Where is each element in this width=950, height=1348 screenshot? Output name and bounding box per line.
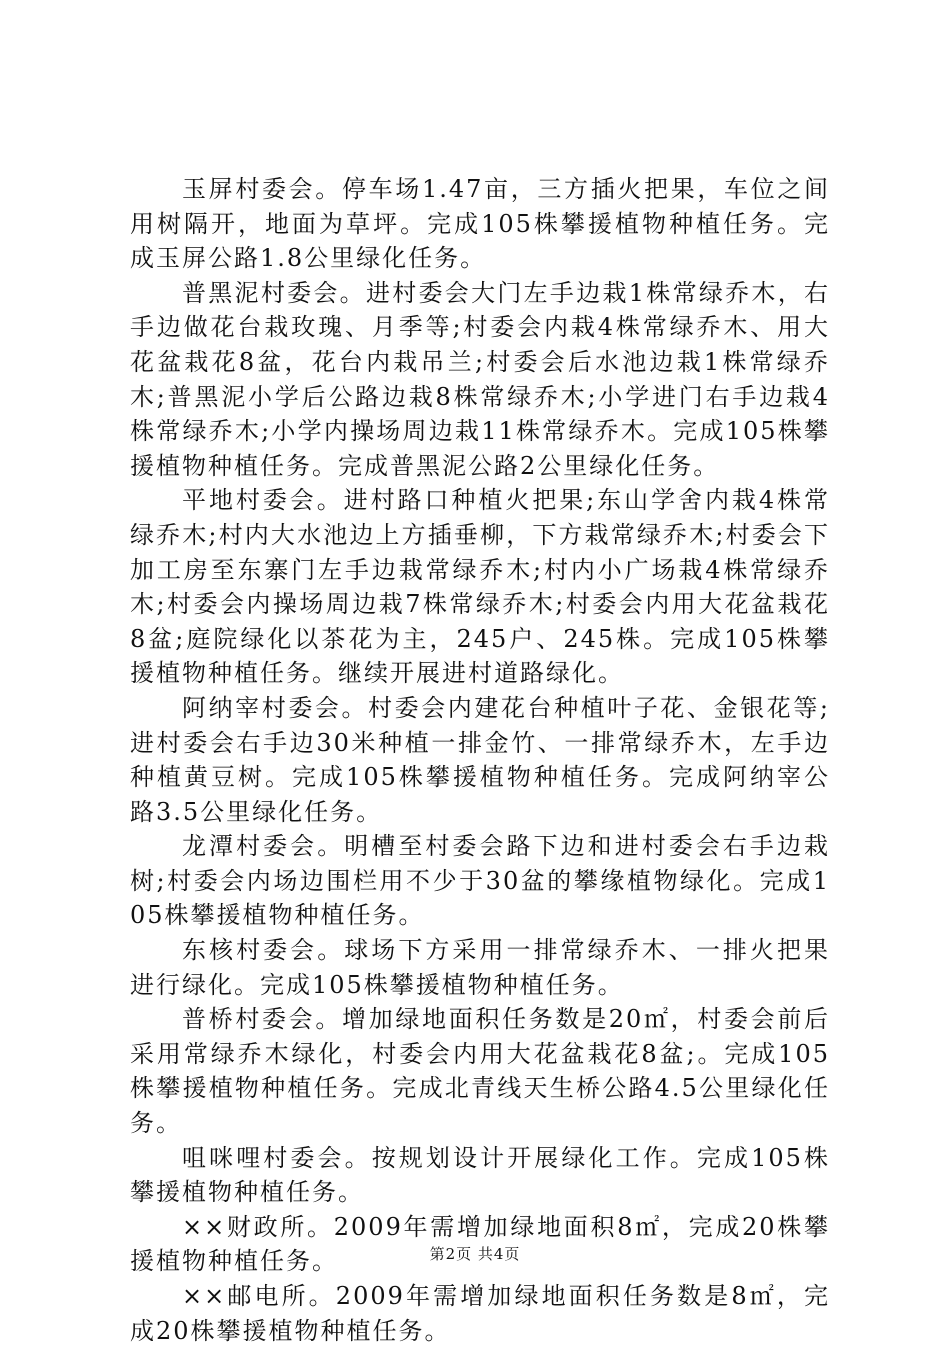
paragraph-anazai: 阿纳宰村委会。村委会内建花台种植叶子花、金银花等;进村委会右手边30米种植一排金竹、一排常绿乔木，左手边种植黄豆树。完成105株攀援植物种植任务。完成阿纳宰公路3.5公里绿化任务。 <box>130 693 830 826</box>
paragraph-puqiao: 普桥村委会。增加绿地面积任务数是20㎡，村委会前后采用常绿乔木绿化，村委会内用大花盆栽花8盆;。完成105株攀援植物种植任务。完成北青线天生桥公路4.5公里绿化任务。 <box>130 1005 830 1138</box>
paragraph-post-office: ××邮电所。2009年需增加绿地面积任务数是8㎡，完成20株攀援植物种植任务。 <box>130 1282 830 1345</box>
paragraph-donghe: 东核村委会。球场下方采用一排常绿乔木、一排火把果进行绿化。完成105株攀援植物种植任务。 <box>130 936 830 999</box>
document-body <box>130 172 830 1348</box>
page-number-footer: 第2页 共4页 <box>429 1245 521 1263</box>
paragraph-finance-office: ××财政所。2009年需增加绿地面积8㎡，完成20株攀援植物种植任务。 <box>130 1212 830 1276</box>
paragraph-puheini: 普黑泥村委会。进村委会大门左手边栽1株常绿乔木，右手边做花台栽玫瑰、月季等;村委会内栽4株常绿乔木、用大花盆栽花8盆，花台内栽吊兰;村委会后水池边栽1株常绿乔木;普黑泥小学后公路边栽8株常绿乔木;小学进门右手边栽4株常绿乔木;小学内操场周边栽11株常绿乔木。完成105株攀援植物种植任务。完成普黑泥公路2公里绿化任务。 <box>130 278 830 480</box>
paragraph-pingdi: 平地村委会。进村路口种植火把果;东山学舍内栽4株常绿乔木;村内大水池边上方插垂柳，下方栽常绿乔木;村委会下加工房至东寨门左手边栽常绿乔木;村内小广场栽4株常绿乔木;村委会内操场周边栽7株常绿乔木;村委会内用大花盆栽花8盆;庭院绿化以茶花为主，245户、245株。完成105株攀援植物种植任务。继续开展进村道路绿化。 <box>130 486 830 688</box>
paragraph-longtan: 龙潭村委会。明槽至村委会路下边和进村委会右手边栽树;村委会内场边围栏用不少于30盆的攀缘植物绿化。完成105株攀援植物种植任务。 <box>130 832 830 930</box>
paragraph-yuping: 玉屏村委会。停车场1.47亩，三方插火把果，车位之间用树隔开，地面为草坪。完成105株攀援植物种植任务。完成玉屏公路1.8公里绿化任务。 <box>130 175 830 273</box>
paragraph-jumili: 咀咪哩村委会。按规划设计开展绿化工作。完成105株攀援植物种植任务。 <box>130 1143 830 1207</box>
